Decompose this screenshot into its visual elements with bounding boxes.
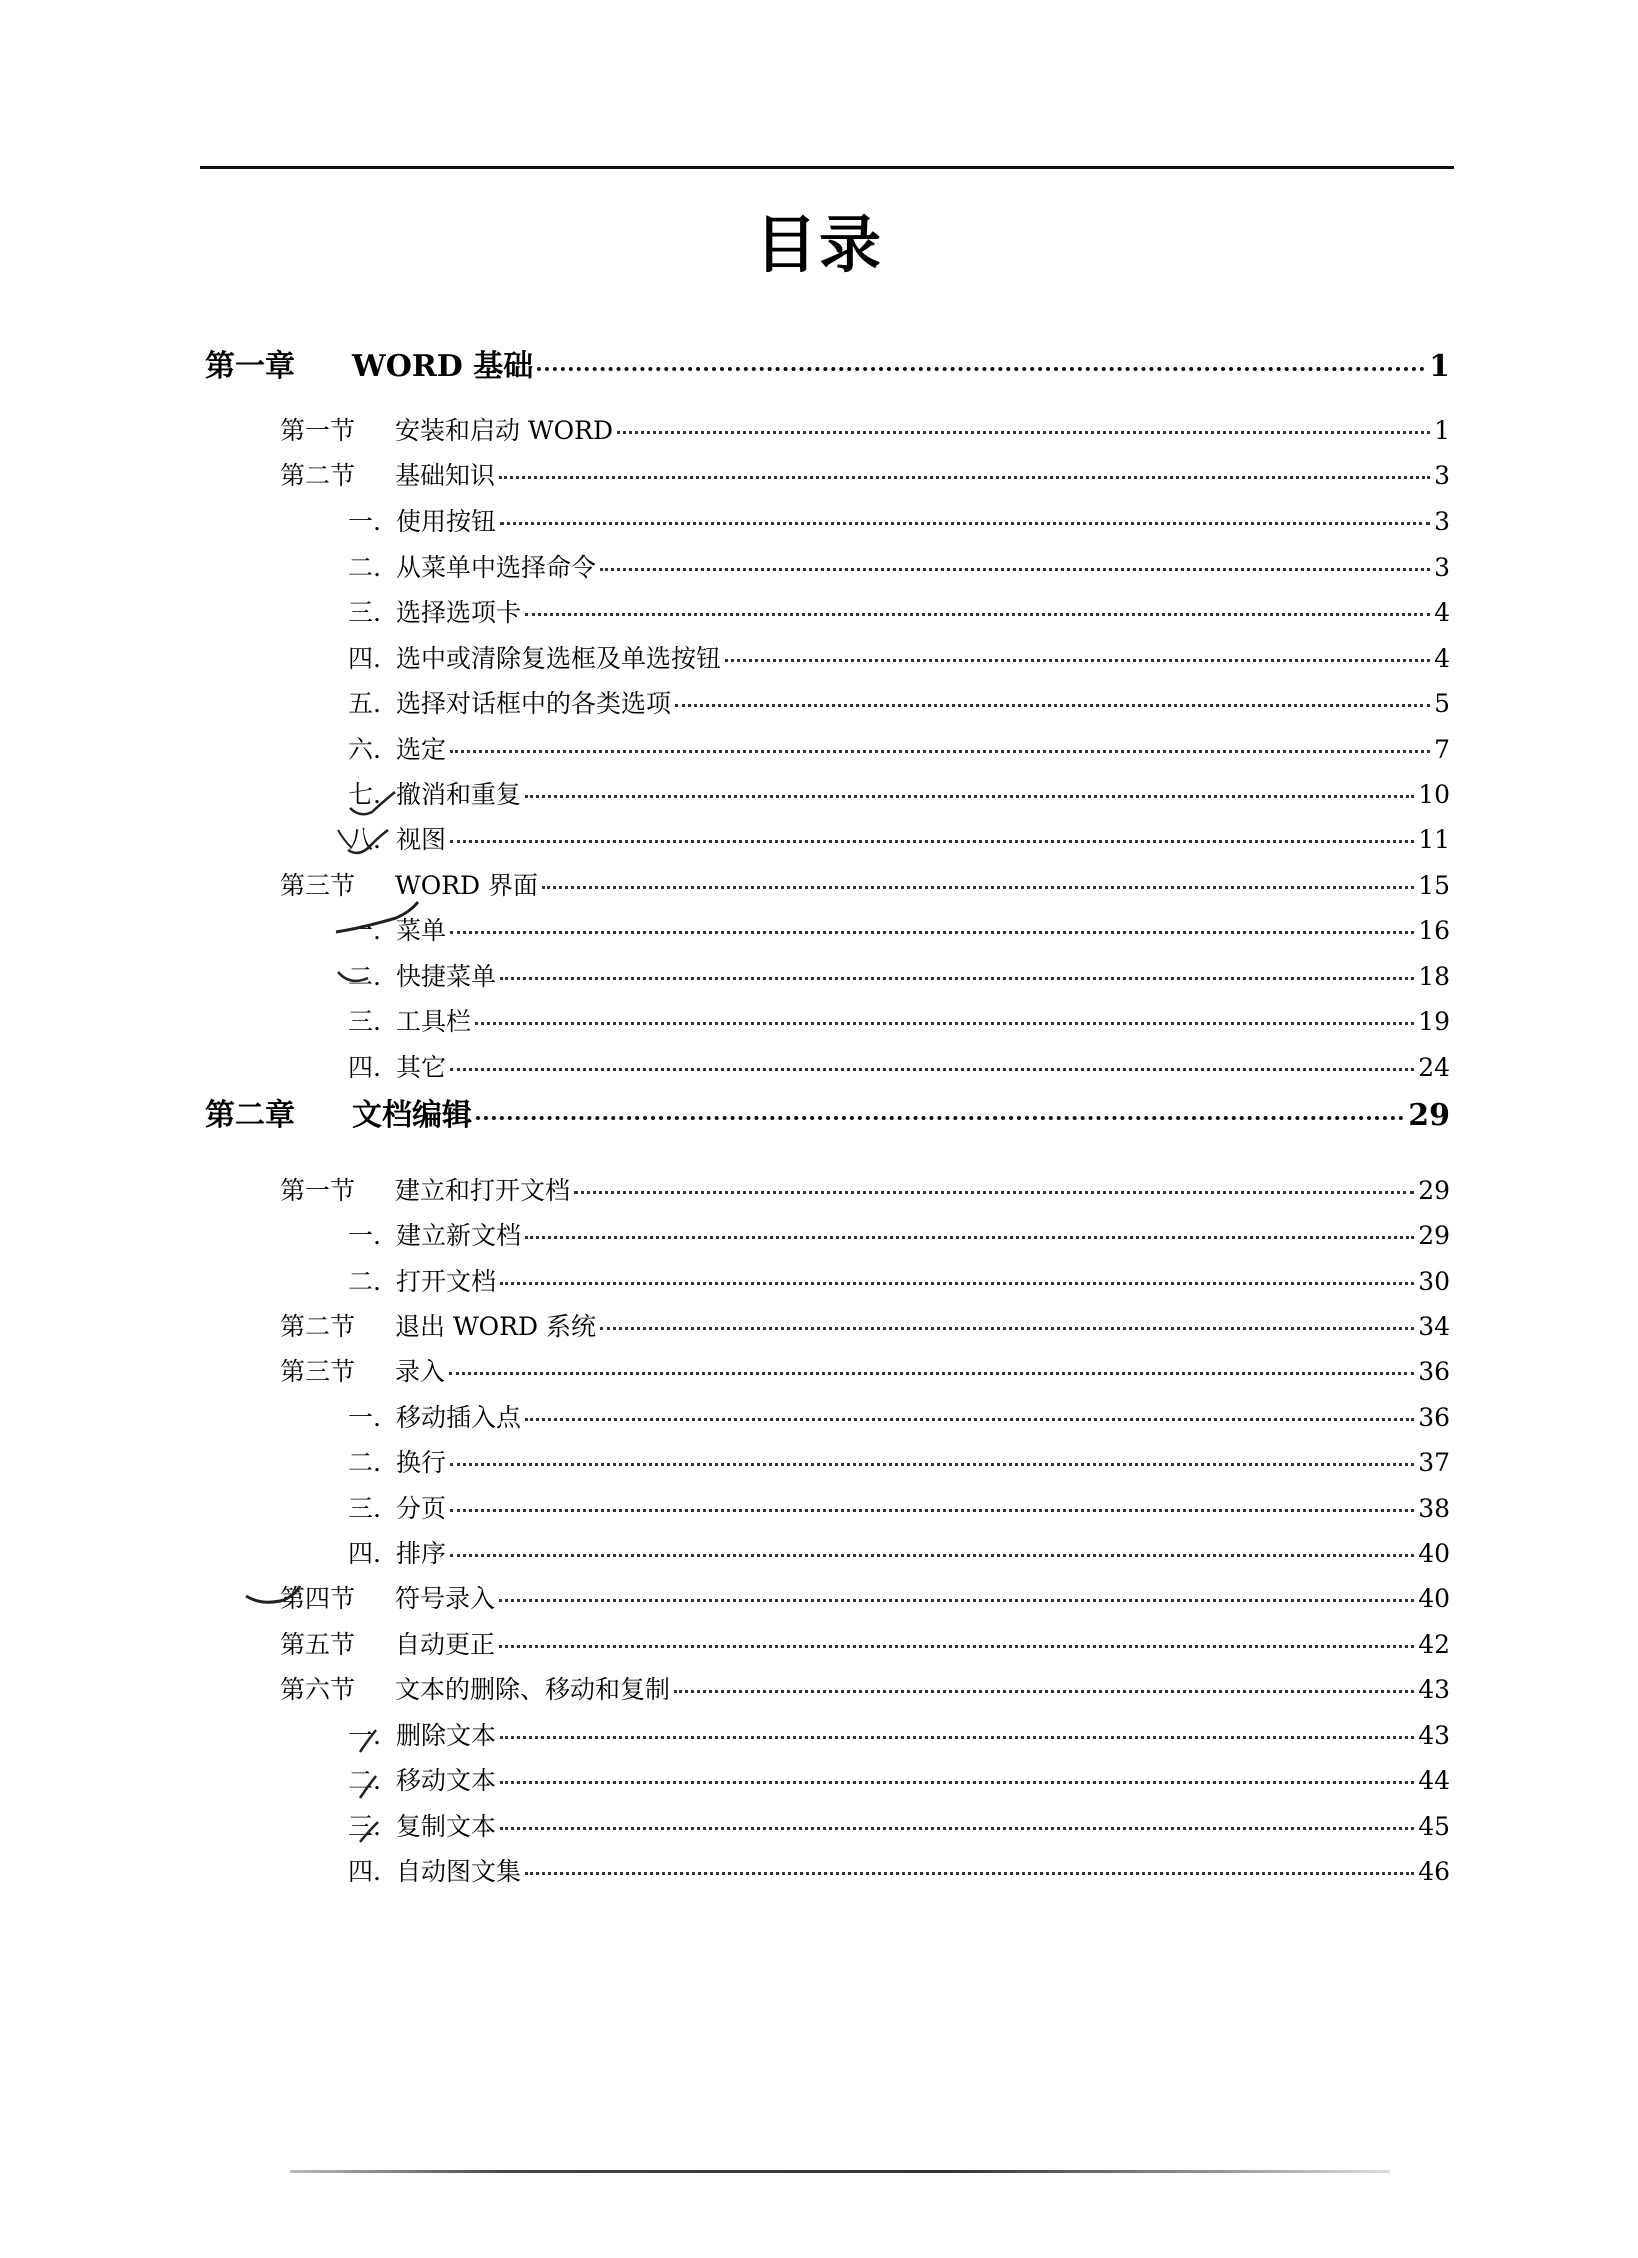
toc-label: 三. <box>348 1494 381 1523</box>
toc-page-number: 30 <box>1418 1267 1450 1296</box>
toc-label: 一. <box>348 1221 381 1250</box>
toc-title: 建立新文档 <box>396 1221 522 1250</box>
toc-label: 第四节 <box>280 1584 356 1613</box>
toc-title: 分页 <box>396 1494 447 1523</box>
toc-page-number: 16 <box>1418 916 1450 945</box>
toc-label: 二. <box>348 1267 381 1296</box>
toc-title: 基础知识 <box>395 461 496 490</box>
toc-title: 撤消和重复 <box>396 780 522 809</box>
toc-label: 第三节 <box>280 1357 356 1386</box>
toc-label: 六. <box>348 735 381 764</box>
toc-title: 选择选项卡 <box>396 598 522 627</box>
toc-label: 第一节 <box>280 1176 356 1205</box>
toc-page-number: 19 <box>1418 1007 1450 1036</box>
toc-page-number: 42 <box>1418 1630 1450 1659</box>
toc-page-number: 3 <box>1434 507 1450 536</box>
toc-page-number: 29 <box>1408 1098 1450 1133</box>
toc-label: 三. <box>348 1007 381 1036</box>
toc-page-number: 36 <box>1418 1357 1450 1386</box>
toc-page-number: 38 <box>1418 1494 1450 1523</box>
toc-title: 删除文本 <box>396 1721 497 1750</box>
toc-title: 符号录入 <box>395 1584 496 1613</box>
toc-label: 第一章 <box>205 349 295 384</box>
toc-label: 八. <box>348 825 381 854</box>
toc-title: 从菜单中选择命令 <box>396 553 597 582</box>
toc-title: 退出 WORD 系统 <box>395 1312 596 1341</box>
toc-title: 快捷菜单 <box>396 962 497 991</box>
toc-title: 换行 <box>396 1448 447 1477</box>
toc-page-number: 7 <box>1434 735 1450 764</box>
toc-page-number: 24 <box>1418 1053 1450 1082</box>
toc-title: 使用按钮 <box>396 507 497 536</box>
toc-page-number: 11 <box>1418 825 1450 854</box>
toc-page-number: 5 <box>1434 689 1450 718</box>
toc-label: 二. <box>348 1766 381 1795</box>
toc-label: 三. <box>348 598 381 627</box>
toc-page-number: 3 <box>1434 461 1450 490</box>
toc-label: 四. <box>348 644 381 673</box>
toc-label: 第三节 <box>280 871 356 900</box>
toc-page-number: 1 <box>1429 349 1450 384</box>
toc-label: 第二章 <box>205 1098 295 1133</box>
toc-page-number: 43 <box>1418 1675 1450 1704</box>
toc-label: 四. <box>348 1539 381 1568</box>
toc-page-number: 15 <box>1418 871 1450 900</box>
toc-page-number: 37 <box>1418 1448 1450 1477</box>
toc-page-number: 43 <box>1418 1721 1450 1750</box>
toc-title: 复制文本 <box>396 1812 497 1841</box>
toc-title: 文档编辑 <box>352 1098 472 1133</box>
toc-title: 文本的删除、移动和复制 <box>395 1675 671 1704</box>
toc-page-number: 4 <box>1434 598 1450 627</box>
toc-page-number: 1 <box>1434 416 1450 445</box>
toc-label: 一. <box>348 1403 381 1432</box>
toc-title: WORD 基础 <box>352 349 534 384</box>
toc-title: 排序 <box>396 1539 447 1568</box>
toc-label: 二. <box>348 553 381 582</box>
toc-page-number: 10 <box>1418 780 1450 809</box>
toc-label: 二. <box>348 1448 381 1477</box>
toc-title: 视图 <box>396 825 447 854</box>
toc-label: 第二节 <box>280 461 356 490</box>
toc-title: 选择对话框中的各类选项 <box>396 689 672 718</box>
toc-title: 移动插入点 <box>396 1403 522 1432</box>
toc-title: 菜单 <box>396 916 447 945</box>
toc-title: 移动文本 <box>396 1766 497 1795</box>
toc-title: 打开文档 <box>396 1267 497 1296</box>
toc-page-number: 36 <box>1418 1403 1450 1432</box>
toc-title: 自动图文集 <box>396 1857 522 1886</box>
toc-page-number: 45 <box>1418 1812 1450 1841</box>
toc-page-number: 3 <box>1434 553 1450 582</box>
toc-page-number: 40 <box>1418 1584 1450 1613</box>
toc-label: 第五节 <box>280 1630 356 1659</box>
toc-page-number: 4 <box>1434 644 1450 673</box>
toc-label: 一. <box>348 916 381 945</box>
toc-title: 工具栏 <box>396 1007 472 1036</box>
toc-title: 安装和启动 WORD <box>395 416 614 445</box>
toc-page-number: 34 <box>1418 1312 1450 1341</box>
page-title: 目录 <box>754 208 883 281</box>
toc-page-number: 40 <box>1418 1539 1450 1568</box>
toc-label: 三. <box>348 1812 381 1841</box>
toc-title: 建立和打开文档 <box>395 1176 571 1205</box>
toc-label: 五. <box>348 689 381 718</box>
footer-rule <box>290 2170 1390 2173</box>
toc-title: 录入 <box>395 1357 446 1386</box>
toc-label: 四. <box>348 1857 381 1886</box>
toc-title: WORD 界面 <box>395 871 539 900</box>
toc-page-number: 46 <box>1418 1857 1450 1886</box>
toc-title: 其它 <box>396 1053 447 1082</box>
toc-label: 第一节 <box>280 416 356 445</box>
toc-label: 第二节 <box>280 1312 356 1341</box>
toc-page-number: 18 <box>1418 962 1450 991</box>
toc-label: 一. <box>348 507 381 536</box>
toc-label: 二. <box>348 962 381 991</box>
toc-page-number: 29 <box>1418 1221 1450 1250</box>
toc-title: 选定 <box>396 735 447 764</box>
toc-title: 选中或清除复选框及单选按钮 <box>396 644 722 673</box>
toc-label: 一. <box>348 1721 381 1750</box>
toc-page-number: 29 <box>1418 1176 1450 1205</box>
toc-label: 四. <box>348 1053 381 1082</box>
toc-title: 自动更正 <box>395 1630 496 1659</box>
toc-page-number: 44 <box>1418 1766 1450 1795</box>
toc-label: 七. <box>348 780 381 809</box>
toc-label: 第六节 <box>280 1675 356 1704</box>
